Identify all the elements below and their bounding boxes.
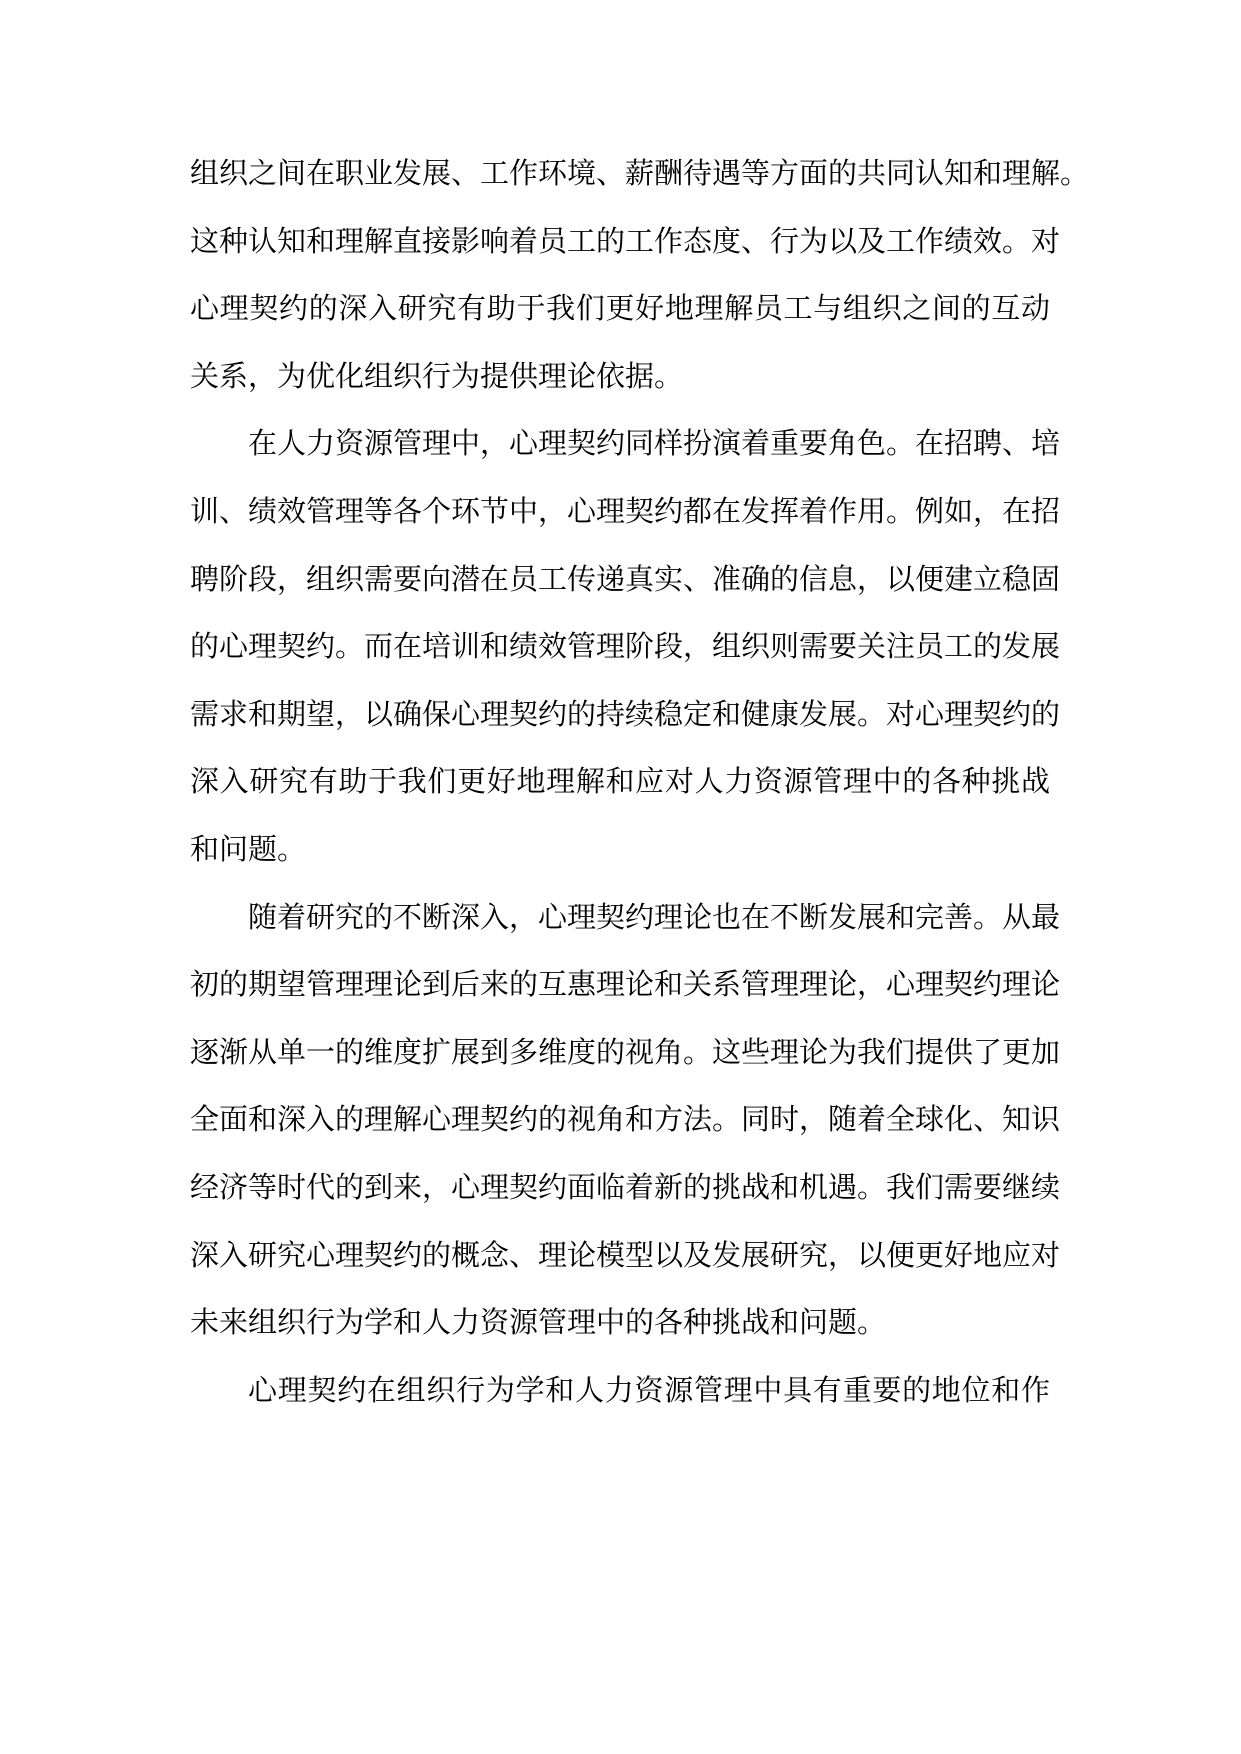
paragraph-line: 初的期望管理理论到后来的互惠理论和关系管理理论，心理契约理论 [190,967,1061,1002]
paragraph-first-line: 随着研究的不断深入，心理契约理论也在不断发展和完善。从最 [248,899,1061,934]
paragraph-line: 逐渐从单一的维度扩展到多维度的视角。这些理论为我们提供了更加 [190,1034,1061,1069]
paragraph-line: 需求和期望，以确保心理契约的持续稳定和健康发展。对心理契约的 [190,696,1061,731]
paragraph-line: 的心理契约。而在培训和绩效管理阶段，组织则需要关注员工的发展 [190,629,1061,664]
paragraph-line: 全面和深入的理解心理契约的视角和方法。同时，随着全球化、知识 [190,1102,1061,1137]
paragraph-line: 和问题。 [190,831,307,866]
paragraph-line: 聘阶段，组织需要向潜在员工传递真实、准确的信息，以便建立稳固 [190,561,1061,596]
paragraph-line: 深入研究心理契约的概念、理论模型以及发展研究，以便更好地应对 [190,1237,1061,1272]
paragraph-line: 关系，为优化组织行为提供理论依据。 [190,358,684,393]
paragraph-line: 这种认知和理解直接影响着员工的工作态度、行为以及工作绩效。对 [190,223,1061,258]
paragraph-line: 训、绩效管理等各个环节中，心理契约都在发挥着作用。例如，在招 [190,493,1061,528]
paragraph-first-line: 在人力资源管理中，心理契约同样扮演着重要角色。在招聘、培 [248,426,1061,461]
paragraph-line: 深入研究有助于我们更好地理解和应对人力资源管理中的各种挑战 [190,764,1050,799]
paragraph-first-line: 心理契约在组织行为学和人力资源管理中具有重要的地位和作 [248,1372,1050,1407]
paragraph-line: 组织之间在职业发展、工作环境、薪酬待遇等方面的共同认知和理解。 [190,156,1090,190]
paragraph-line: 心理契约的深入研究有助于我们更好地理解员工与组织之间的互动 [190,291,1050,326]
paragraph-line: 经济等时代的到来，心理契约面临着新的挑战和机遇。我们需要继续 [190,1169,1061,1204]
paragraph-line: 未来组织行为学和人力资源管理中的各种挑战和问题。 [190,1305,887,1340]
document-body [190,140,1090,1424]
